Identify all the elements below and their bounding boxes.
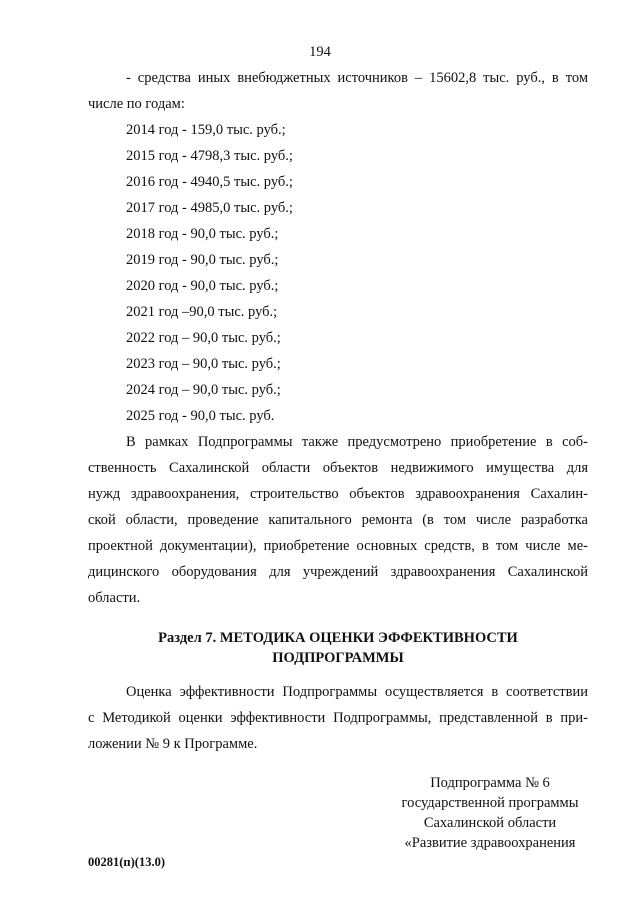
paragraph-line: Оценка эффективности Подпрограммы осуществляется в соответствии [126,684,588,700]
footer-document-code: 00281(п)(13.0) [88,855,165,869]
paragraph-line: ложении № 9 к Программе. [88,736,258,752]
caption-line: «Развитие здравоохранения [404,835,576,851]
year-item: 2025 год - 90,0 тыс. руб. [126,408,275,424]
caption-line: Подпрограмма № 6 [430,775,550,791]
section-heading-line-1: Раздел 7. МЕТОДИКА ОЦЕНКИ ЭФФЕКТИВНОСТИ [158,630,518,646]
year-item: 2015 год - 4798,3 тыс. руб.; [126,148,293,164]
paragraph-line: ской области, проведение капитального ремонта (в том числе разработка [88,512,588,528]
year-item: 2021 год –90,0 тыс. руб.; [126,304,278,320]
caption-line: Сахалинской области [423,815,557,831]
intro-line-2: числе по годам: [88,96,185,112]
intro-line-1: - средства иных внебюджетных источников – 15602,8 тыс. руб., в том [126,70,588,86]
paragraph-line: ственность Сахалинской области объектов недвижимого имущества для [88,460,588,476]
page-number: 194 [309,44,331,60]
caption-line: государственной программы [401,795,579,811]
year-item: 2014 год - 159,0 тыс. руб.; [126,122,286,138]
paragraph-line: проектной документации), приобретение основных средств, в том числе ме- [88,538,588,554]
paragraph-line: В рамках Подпрограммы также предусмотрено приобретение в соб- [126,434,588,450]
year-item: 2022 год – 90,0 тыс. руб.; [126,330,281,346]
year-item: 2020 год - 90,0 тыс. руб.; [126,278,279,294]
year-item: 2023 год – 90,0 тыс. руб.; [126,356,281,372]
year-item: 2019 год - 90,0 тыс. руб.; [126,252,279,268]
paragraph-line: нужд здравоохранения, строительство объектов здравоохранения Сахалин- [88,486,588,502]
paragraph-line: области. [88,590,141,606]
year-item: 2018 год - 90,0 тыс. руб.; [126,226,279,242]
paragraph-line: с Методикой оценки эффективности Подпрограммы, представленной в при- [88,710,588,726]
year-item: 2024 год – 90,0 тыс. руб.; [126,382,281,398]
paragraph-line: дицинского оборудования для учреждений здравоохранения Сахалинской [88,564,588,580]
year-item: 2016 год - 4940,5 тыс. руб.; [126,174,293,190]
year-item: 2017 год - 4985,0 тыс. руб.; [126,200,293,216]
section-heading-line-2: ПОДПРОГРАММЫ [272,650,404,666]
